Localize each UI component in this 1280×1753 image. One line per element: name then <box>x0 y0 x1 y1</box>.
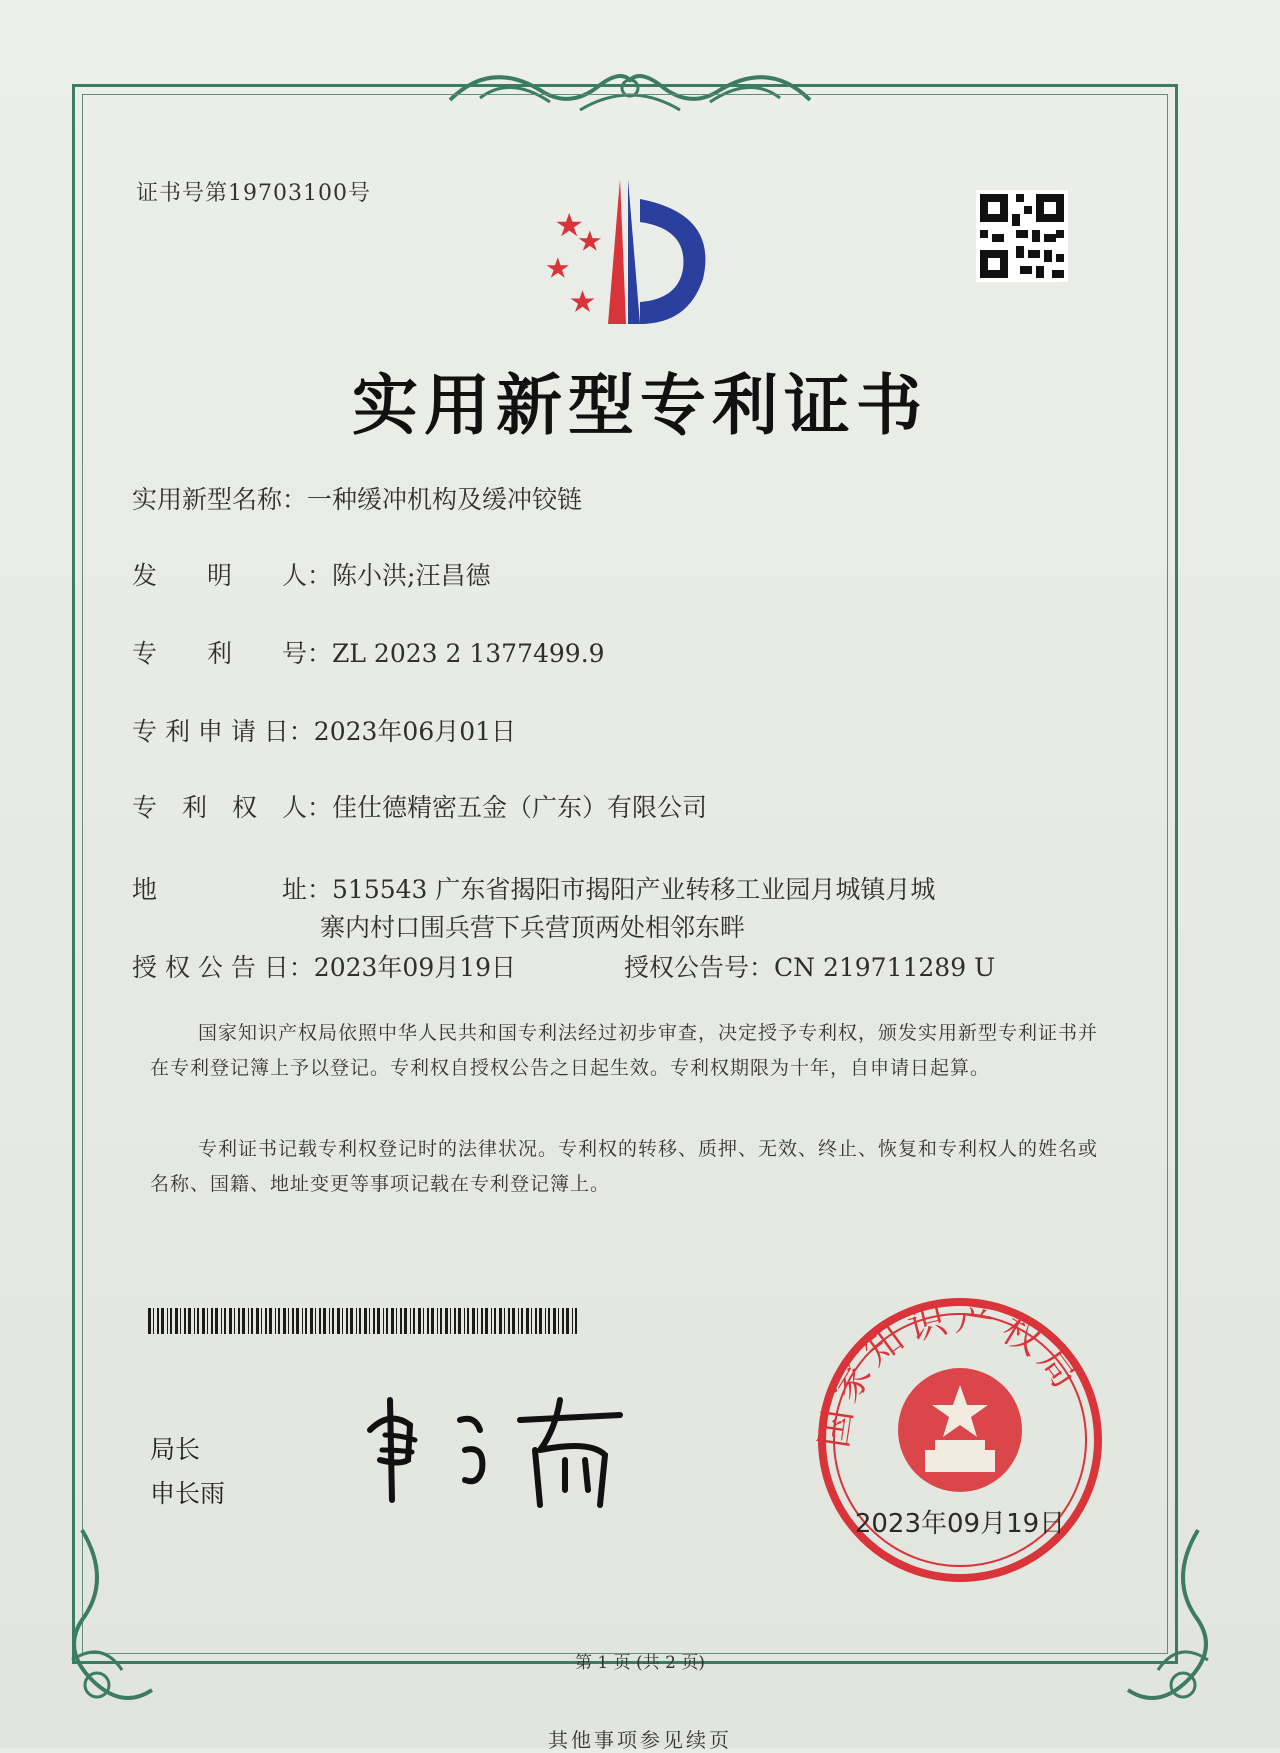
seal-date: 2023年09月19日 <box>854 1509 1066 1539</box>
director-title: 局长 <box>150 1435 201 1464</box>
seal-text: 国家知识产权局 <box>811 1295 1092 1451</box>
field-patent-number: 专 利 号：ZL 2023 2 1377499.9 <box>132 639 605 668</box>
corner-ornament-left-icon <box>52 1520 172 1720</box>
footer-note: 其他事项参见续页 <box>548 1728 732 1752</box>
field-grant-date: 授 权 公 告 日：2023年09月19日 <box>132 953 517 982</box>
cnipa-logo-icon <box>528 174 728 334</box>
director-signature-icon <box>360 1390 660 1520</box>
page-number: 第 1 页 (共 2 页) <box>575 1653 705 1673</box>
certificate-number: 证书号第19703100号 <box>136 181 371 206</box>
field-patentee: 专 利 权 人：佳仕德精密五金（广东）有限公司 <box>132 793 708 822</box>
field-inventor: 发 明 人：陈小洪;汪昌德 <box>132 561 491 590</box>
field-grant-number: 授权公告号：CN 219711289 U <box>624 953 996 982</box>
director-name: 申长雨 <box>150 1479 226 1508</box>
field-application-date: 专 利 申 请 日：2023年06月01日 <box>132 717 517 746</box>
field-utility-model-name: 实用新型名称：一种缓冲机构及缓冲铰链 <box>132 485 583 514</box>
paragraph-grant-statement: 国家知识产权局依照中华人民共和国专利法经过初步审查，决定授予专利权，颁发实用新型专利证书并在专利登记簿上予以登记。专利权自授权公告之日起生效。专利权期限为十年，自申请日起算。 <box>150 1022 1099 1079</box>
barcode-icon <box>148 1308 578 1334</box>
certificate-title: 实用新型专利证书 <box>352 367 928 444</box>
corner-ornament-right-icon <box>1108 1520 1228 1720</box>
qr-code-icon <box>976 190 1068 282</box>
official-seal-icon <box>810 1290 1110 1590</box>
field-address: 地 址：515543 广东省揭阳市揭阳产业转移工业园月城镇月城 <box>132 875 936 904</box>
field-address-line2: 寨内村口围兵营下兵营顶两处相邻东畔 <box>320 913 746 942</box>
paragraph-legal-status: 专利证书记载专利权登记时的法律状况。专利权的转移、质押、无效、终止、恢复和专利权人的姓名或名称、国籍、地址变更等事项记载在专利登记簿上。 <box>150 1138 1099 1195</box>
